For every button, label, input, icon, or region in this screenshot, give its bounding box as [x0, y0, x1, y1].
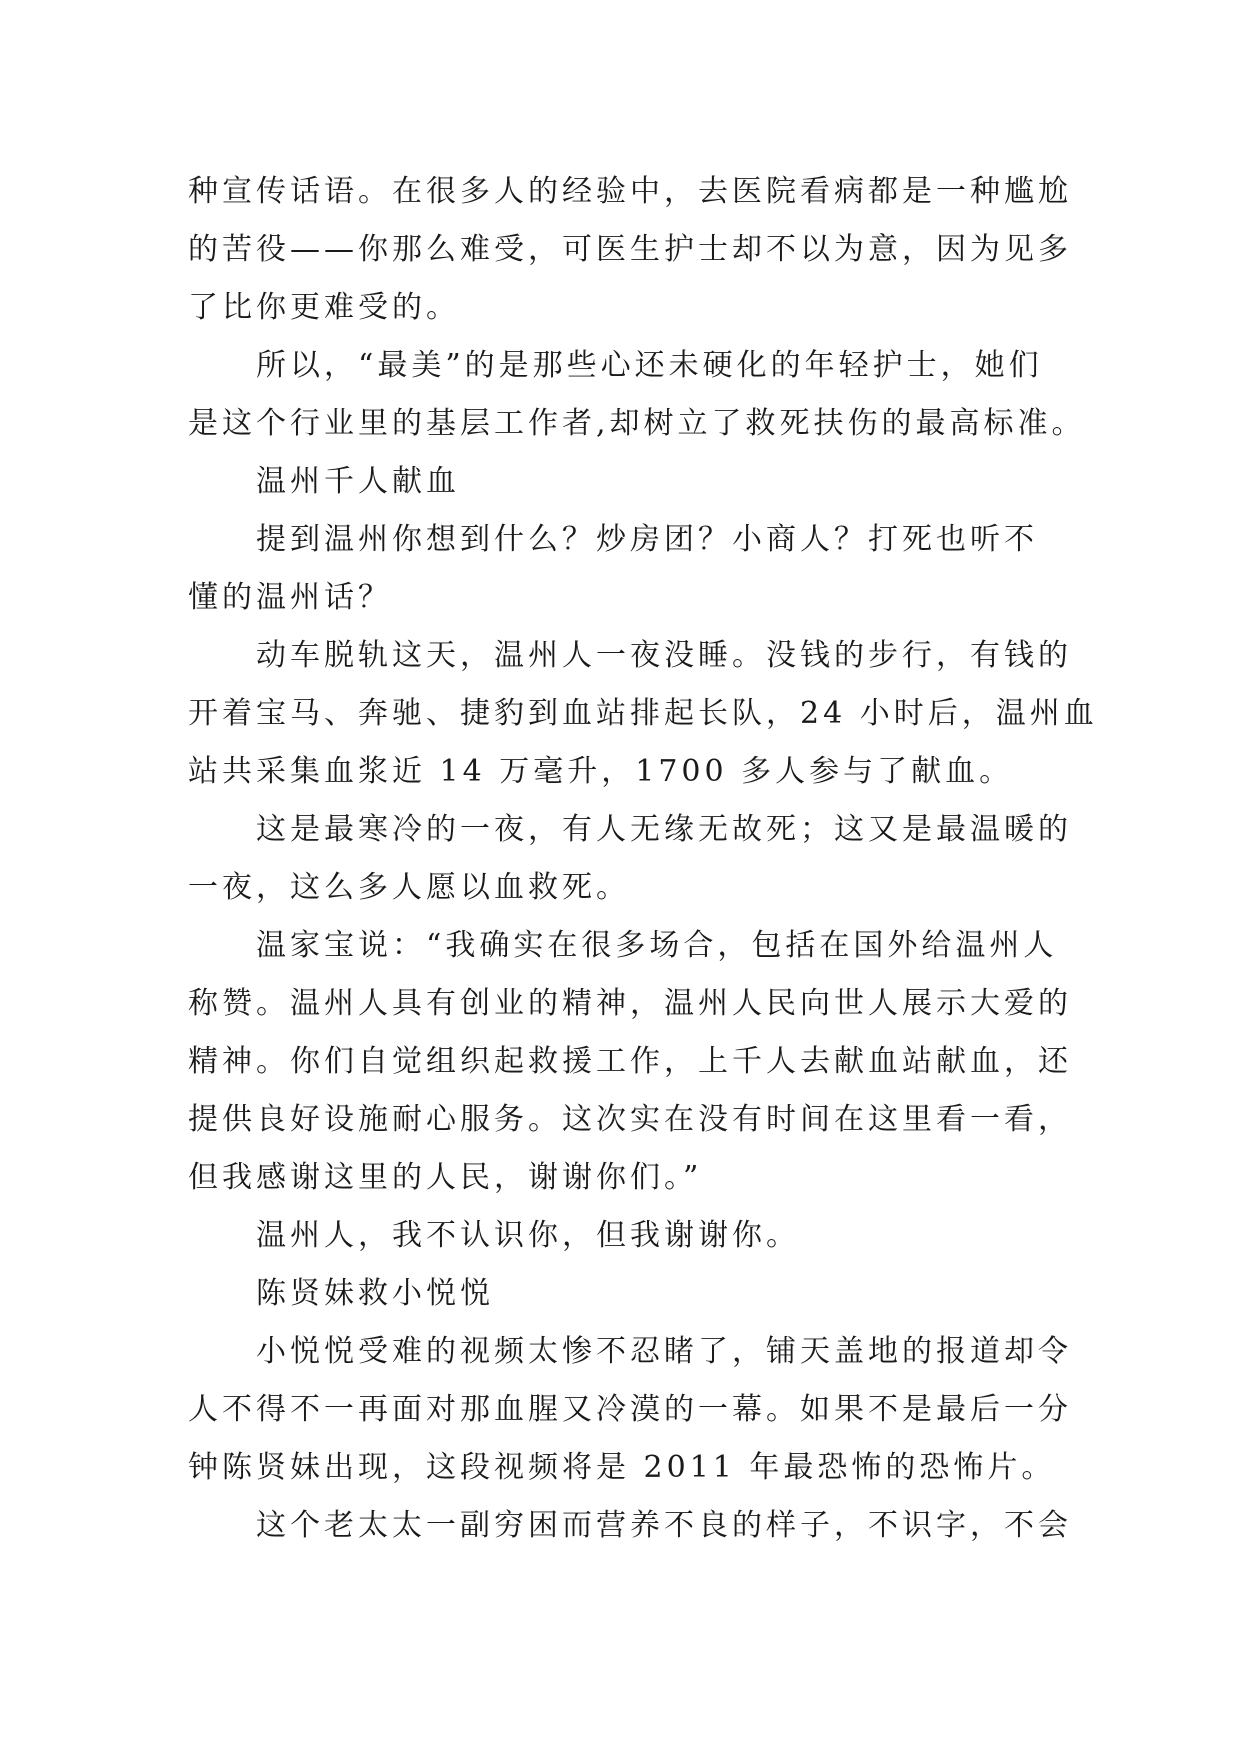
text-line: 精神。你们自觉组织起救援工作，上千人去献血站献血，还 — [188, 1044, 1072, 1079]
text-line: 钟陈贤妹出现，这段视频将是 2011 年最恐怖的恐怖片。 — [188, 1450, 1056, 1485]
text-line: 但我感谢这里的人民，谢谢你们。” — [188, 1160, 703, 1195]
section-heading: 温州千人献血 — [188, 464, 460, 499]
text-line: 提到温州你想到什么？炒房团？小商人？打死也听不 — [188, 522, 1038, 557]
text-line: 是这个行业里的基层工作者,却树立了救死扶伤的最高标准。 — [188, 406, 1086, 441]
text-line: 人不得不一再面对那血腥又冷漠的一幕。如果不是最后一分 — [188, 1392, 1072, 1427]
text-line: 小悦悦受难的视频太惨不忍睹了，铺天盖地的报道却令 — [188, 1334, 1072, 1369]
text-line: 提供良好设施耐心服务。这次实在没有时间在这里看一看， — [188, 1102, 1072, 1137]
text-line: 的苦役——你那么难受，可医生护士却不以为意，因为见多 — [188, 232, 1072, 267]
text-line: 了比你更难受的。 — [188, 290, 460, 325]
text-line: 动车脱轨这天，温州人一夜没睡。没钱的步行，有钱的 — [188, 638, 1072, 673]
text-line: 这是最寒冷的一夜，有人无缘无故死；这又是最温暖的 — [188, 812, 1072, 847]
text-line: 温州人，我不认识你，但我谢谢你。 — [188, 1218, 800, 1253]
text-line: 站共采集血浆近 14 万毫升，1700 多人参与了献血。 — [188, 754, 1014, 789]
text-line: 称赞。温州人具有创业的精神，温州人民向世人展示大爱的 — [188, 986, 1072, 1021]
text-line: 所以，“最美”的是那些心还未硬化的年轻护士，她们 — [188, 348, 1043, 383]
section-heading: 陈贤妹救小悦悦 — [188, 1276, 494, 1311]
text-line: 这个老太太一副穷困而营养不良的样子，不识字，不会 — [188, 1508, 1072, 1543]
text-line: 懂的温州话？ — [188, 580, 392, 615]
text-line: 温家宝说：“我确实在很多场合，包括在国外给温州人 — [188, 928, 1058, 963]
text-line: 一夜，这么多人愿以血救死。 — [188, 870, 630, 905]
text-line: 开着宝马、奔驰、捷豹到血站排起长队，24 小时后，温州血 — [188, 696, 1098, 731]
text-line: 种宣传话语。在很多人的经验中，去医院看病都是一种尴尬 — [188, 174, 1072, 209]
document-body — [188, 163, 1098, 1555]
